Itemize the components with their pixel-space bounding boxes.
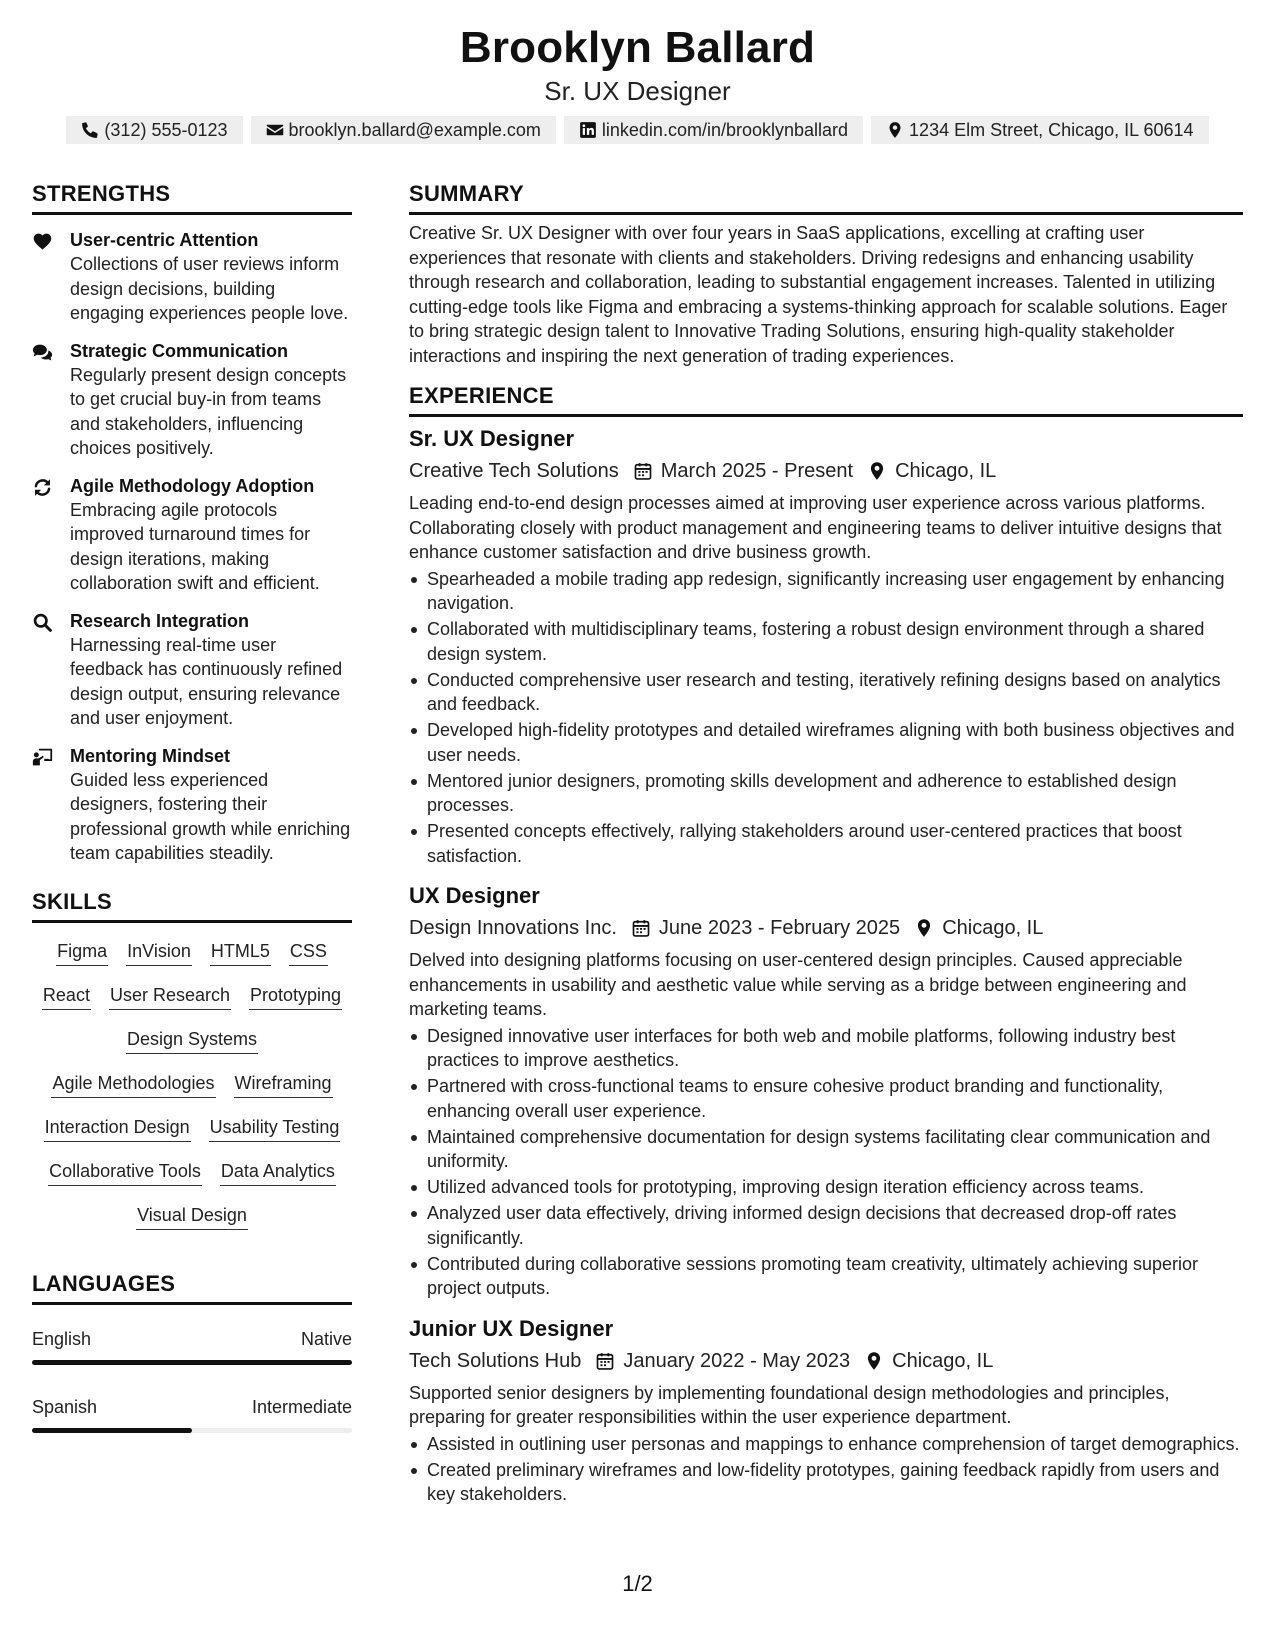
job-description: Delved into designing platforms focusing on user-centered design principles. Caused appreciable enhancements in usability and aesthetic value while serving as a bridge between engineering and marketing teams. — [409, 950, 1187, 1019]
job-description: Leading end-to-end design processes aimed at improving user experience across various platforms. Collaborating closely with product management and engineering teams to deliver intuitive designs that enhance customer satisfaction and drive business growth. — [409, 493, 1222, 562]
language-item — [32, 1327, 352, 1365]
right-column — [409, 180, 1243, 1508]
chalkboard-teacher-icon — [32, 747, 53, 768]
job-bullet: Designed innovative user interfaces for both web and mobile platforms, following industry best practices to improve aesthetics. — [409, 1024, 1243, 1073]
skill-tag: Visual Design — [136, 1203, 248, 1230]
job-bullets — [409, 1432, 1243, 1507]
job-bullet: Created preliminary wireframes and low-fidelity prototypes, gaining feedback rapidly from users and key stakeholders. — [409, 1458, 1243, 1507]
strength-title: Mentoring Mindset — [70, 745, 230, 766]
job-company: Design Innovations Inc. — [409, 917, 617, 939]
job-bullet: Developed high-fidelity prototypes and detailed wireframes aligning with both business objectives and user needs. — [409, 718, 1243, 767]
job-bullet: Analyzed user data effectively, driving informed design decisions that decreased drop-off rates significantly. — [409, 1201, 1243, 1250]
strength-title: Agile Methodology Adoption — [70, 475, 315, 496]
job-entry — [409, 882, 1243, 1301]
contact-bar — [0, 116, 1275, 144]
job-location: Chicago, IL — [892, 1349, 994, 1372]
languages-heading: LANGUAGES — [32, 1270, 352, 1305]
envelope-icon — [266, 121, 284, 139]
job-company: Tech Solutions Hub — [409, 1349, 582, 1372]
contact-email[interactable] — [251, 116, 556, 144]
strength-desc: Regularly present design concepts to get crucial buy-in from teams and stakeholders, influencing choices positively. — [70, 364, 347, 458]
strength-item — [32, 744, 352, 866]
job-bullet: Partnered with cross-functional teams to ensure cohesive product branding and functionality, enhancing overall user experience. — [409, 1074, 1243, 1123]
job-entry — [409, 425, 1243, 868]
calendar-icon — [595, 1351, 615, 1371]
skill-tag: InVision — [126, 939, 192, 966]
contact-linkedin-text: linkedin.com/in/brooklynballard — [601, 119, 849, 140]
skill-tag: Prototyping — [249, 983, 342, 1010]
calendar-icon — [631, 918, 651, 938]
strength-item — [32, 474, 352, 596]
page-number: 1/2 — [622, 1571, 653, 1596]
job-meta — [409, 457, 1243, 485]
contact-address[interactable] — [871, 116, 1209, 144]
skill-tag: Figma — [56, 939, 108, 966]
skill-tag: Usability Testing — [209, 1115, 341, 1142]
strength-title: User-centric Attention — [70, 230, 259, 250]
resume-header — [0, 22, 1275, 144]
map-pin-icon — [867, 461, 887, 481]
job-location: Chicago, IL — [895, 460, 997, 482]
skill-tag: User Research — [109, 983, 231, 1010]
job-meta — [409, 914, 1243, 942]
strength-title: Research Integration — [70, 610, 250, 631]
job-bullet: Mentored junior designers, promoting skills development and adherence to established design processes. — [409, 769, 1243, 818]
language-item — [32, 1395, 352, 1433]
job-dates: January 2022 - May 2023 — [623, 1349, 851, 1372]
strength-item — [32, 339, 352, 461]
language-name: English — [32, 1328, 92, 1349]
contact-email-text: brooklyn.ballard@example.com — [288, 119, 541, 140]
sync-icon — [32, 477, 53, 498]
job-company: Creative Tech Solutions — [409, 460, 619, 482]
chat-bubbles-icon — [32, 342, 53, 363]
job-bullet: Spearheaded a mobile trading app redesign, significantly increasing user engagement by enhancing navigation. — [409, 567, 1243, 616]
job-description: Supported senior designers by implementing foundational design methodologies and principles, preparing for greater responsibilities within the user experience department. — [409, 1382, 1170, 1427]
skills-heading: SKILLS — [32, 888, 352, 923]
summary-heading: SUMMARY — [409, 180, 1243, 215]
phone-icon — [81, 121, 99, 139]
job-bullet: Collaborated with multidisciplinary teams, fostering a robust design environment through a shared design system. — [409, 617, 1243, 666]
job-bullets — [409, 1024, 1243, 1301]
strength-item — [32, 228, 352, 326]
skill-tag: Wireframing — [234, 1071, 333, 1098]
language-proficiency-bar — [32, 1428, 352, 1433]
skill-tag: Interaction Design — [44, 1115, 191, 1142]
contact-address-text: 1234 Elm Street, Chicago, IL 60614 — [909, 119, 1194, 140]
job-title: Sr. UX Designer — [409, 426, 575, 451]
job-bullet: Maintained comprehensive documentation for design systems facilitating clear communication and uniformity. — [409, 1125, 1243, 1174]
job-bullet: Conducted comprehensive user research and testing, iteratively refining designs based on analytics and feedback. — [409, 668, 1243, 717]
experience-heading: EXPERIENCE — [409, 382, 1243, 417]
job-bullet: Utilized advanced tools for prototyping, improving design iteration efficiency across teams. — [409, 1175, 1243, 1200]
job-bullet: Assisted in outlining user personas and mappings to enhance comprehension of target demographics. — [409, 1432, 1243, 1457]
language-proficiency-bar — [32, 1360, 352, 1365]
left-column — [32, 180, 352, 1433]
job-bullet: Presented concepts effectively, rallying stakeholders around user-centered practices that boost satisfaction. — [409, 819, 1243, 868]
map-pin-icon — [914, 918, 934, 938]
heart-icon — [32, 231, 53, 252]
job-location: Chicago, IL — [942, 917, 1044, 939]
strength-title: Strategic Communication — [70, 340, 289, 361]
job-meta — [409, 1347, 1243, 1375]
job-title: UX Designer — [409, 883, 540, 908]
skill-tag: React — [42, 983, 91, 1010]
strength-desc: Embracing agile protocols improved turnaround times for design iterations, making collaboration swift and efficient. — [70, 499, 320, 593]
skills-list — [32, 939, 352, 1230]
strengths-heading: STRENGTHS — [32, 180, 352, 215]
contact-linkedin[interactable] — [564, 116, 863, 144]
language-level: Native — [300, 1328, 352, 1349]
skill-tag: Data Analytics — [220, 1159, 336, 1186]
summary-text: Creative Sr. UX Designer with over four years in SaaS applications, excelling at crafting user experiences that resonate with clients and stakeholders. Driving redesigns and enhancing usability through research and collaboration, leading to substantial engagement increases. Talented in utilizing cutting-edge tools like Figma and embracing a systems-thinking approach for scalable solutions. Eager to bring strategic design talent to Innovative Trading Solutions, ensuring high-quality stakeholder interactions and inspiring the next generation of trading experiences. — [409, 223, 1228, 366]
skill-tag: CSS — [289, 939, 328, 966]
experience-list — [409, 425, 1243, 1507]
job-title: Junior UX Designer — [409, 1315, 614, 1341]
map-pin-icon — [886, 121, 904, 139]
language-level: Intermediate — [251, 1396, 352, 1417]
search-icon — [32, 612, 53, 633]
job-dates: June 2023 - February 2025 — [658, 917, 901, 939]
calendar-icon — [633, 461, 653, 481]
strength-item — [32, 609, 352, 731]
candidate-name: Brooklyn Ballard — [459, 23, 816, 72]
linkedin-icon — [579, 121, 597, 139]
strength-desc: Collections of user reviews inform design decisions, building engaging experiences people love. — [70, 254, 349, 323]
job-dates: March 2025 - Present — [660, 460, 854, 482]
job-entry — [409, 1315, 1243, 1507]
skill-tag: HTML5 — [210, 939, 271, 966]
skill-tag: Design Systems — [126, 1027, 258, 1054]
contact-phone[interactable] — [66, 116, 242, 144]
job-bullets — [409, 567, 1243, 869]
skill-tag: Agile Methodologies — [51, 1071, 215, 1098]
skill-tag: Collaborative Tools — [48, 1159, 202, 1186]
language-name: Spanish — [32, 1396, 98, 1417]
contact-phone-text: (312) 555-0123 — [104, 119, 228, 140]
language-proficiency-fill — [32, 1360, 352, 1365]
strength-desc: Harnessing real-time user feedback has continuously refined design output, ensuring relevance and user enjoyment. — [70, 634, 343, 728]
candidate-role: Sr. UX Designer — [544, 76, 731, 106]
strength-desc: Guided less experienced designers, fostering their professional growth while enriching team capabilities steadily. — [70, 769, 351, 863]
job-bullet: Contributed during collaborative sessions promoting team creativity, ultimately achieving superior project outputs. — [409, 1252, 1243, 1301]
map-pin-icon — [864, 1351, 884, 1371]
language-proficiency-fill — [32, 1428, 192, 1433]
